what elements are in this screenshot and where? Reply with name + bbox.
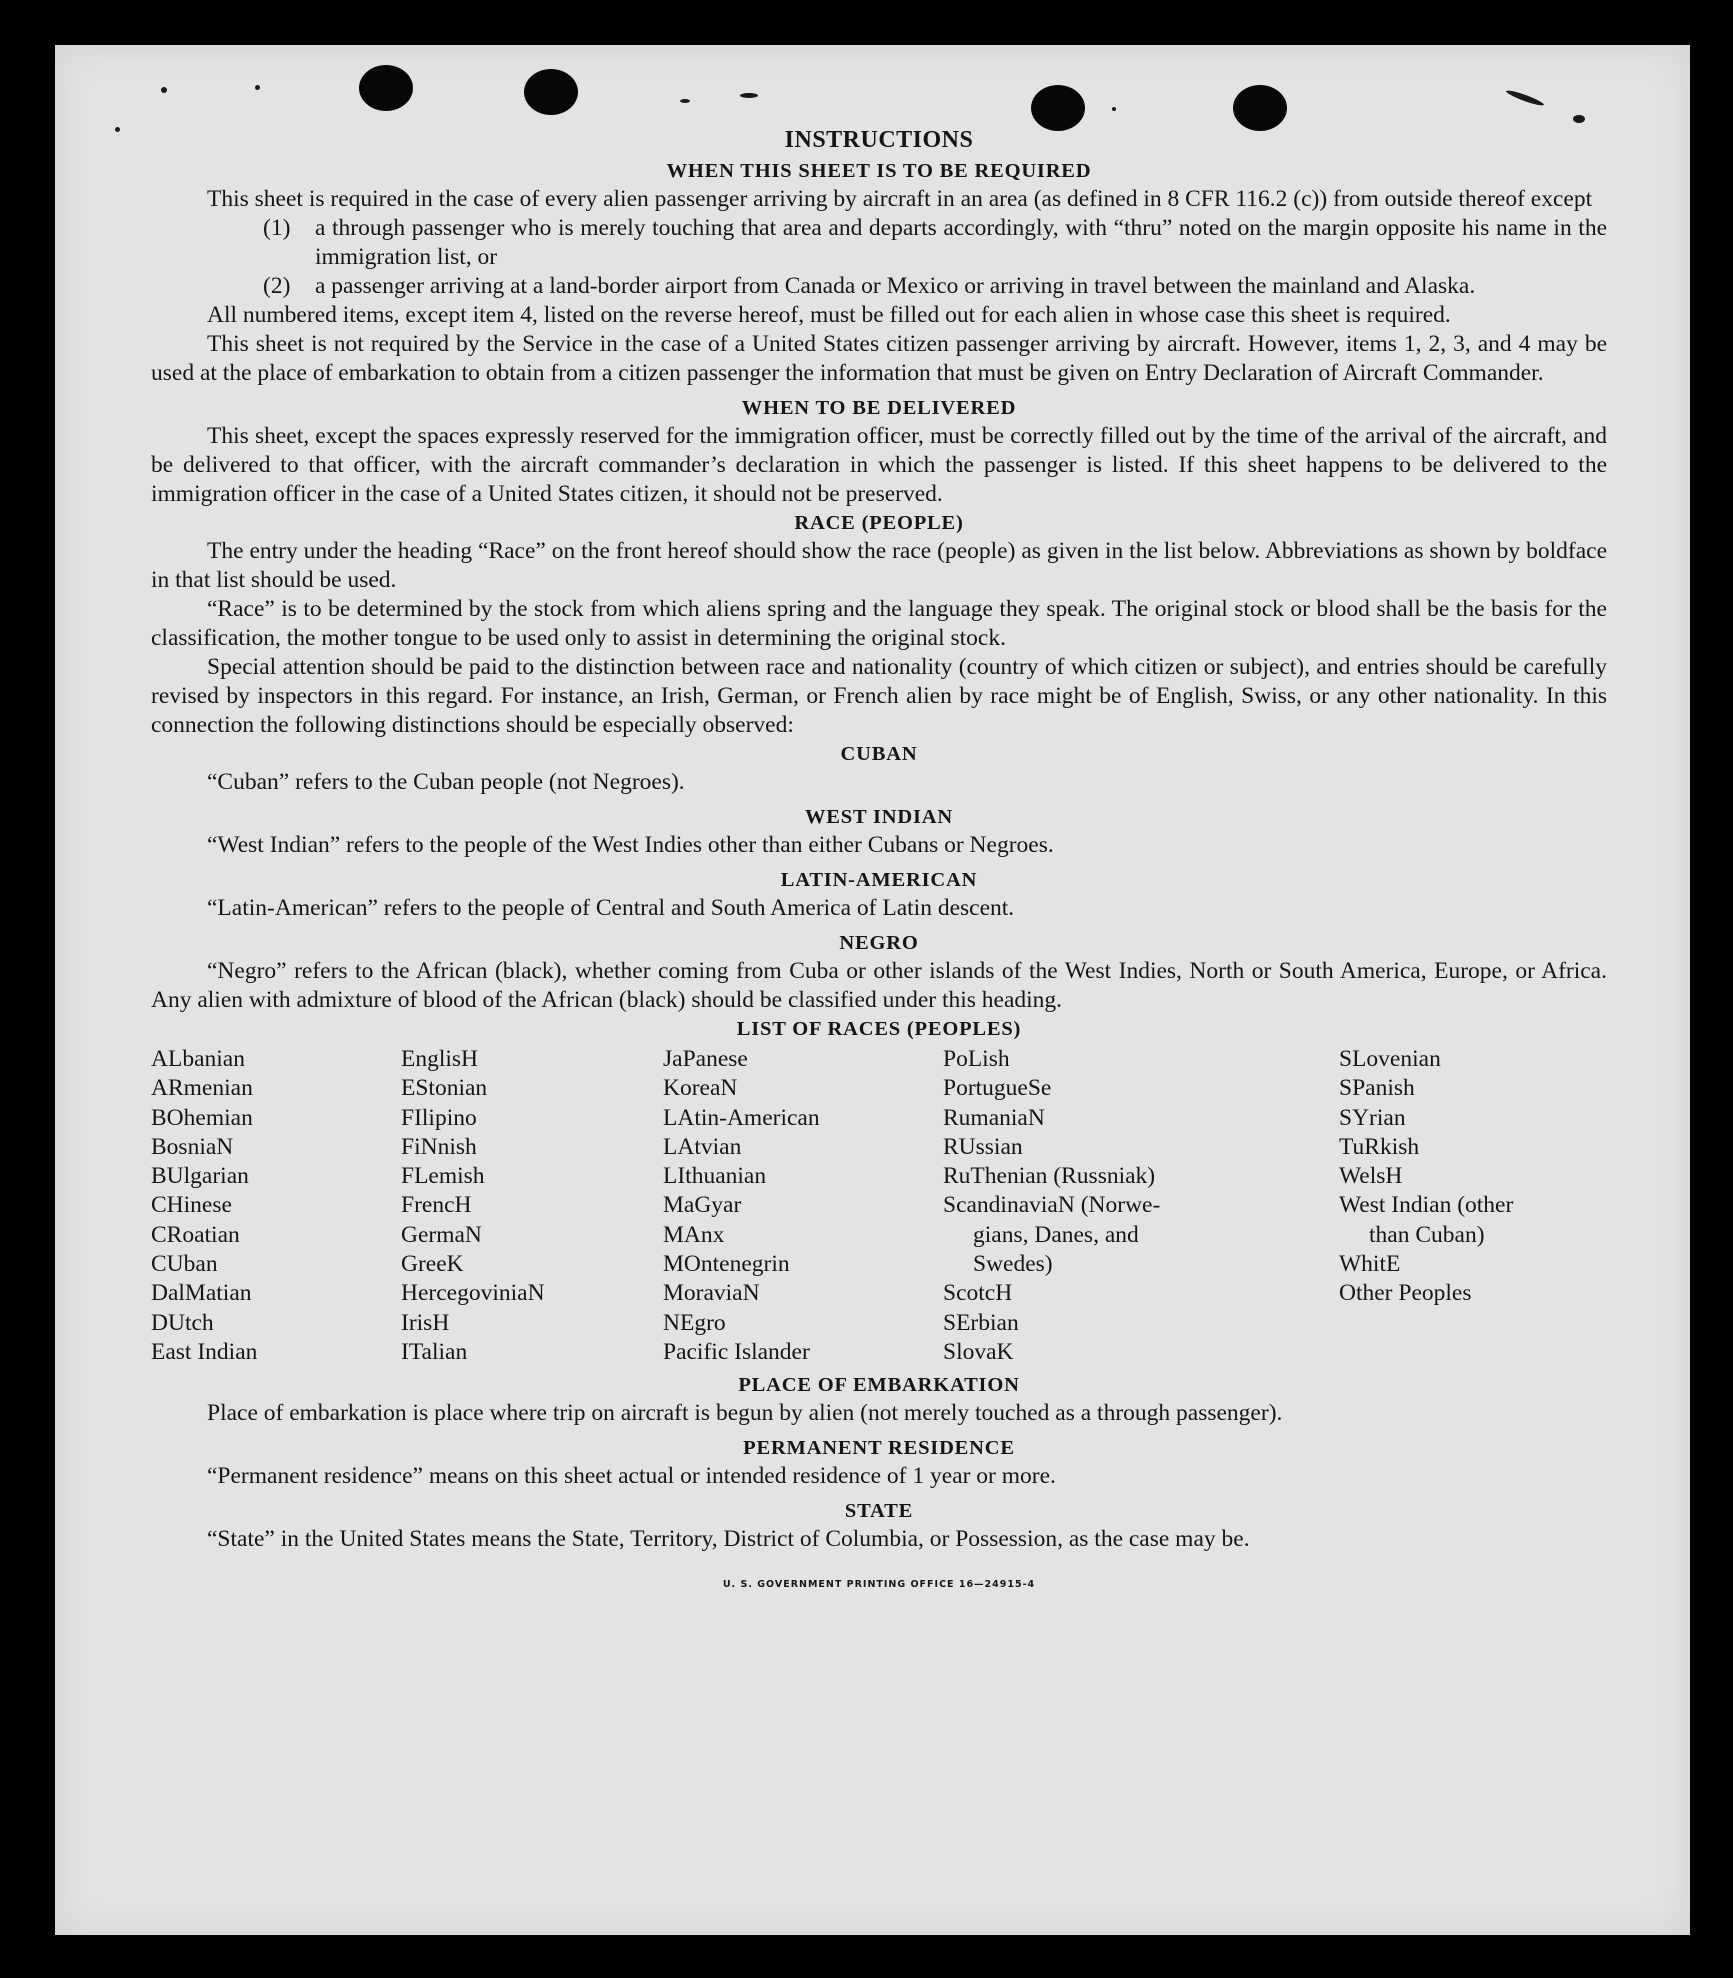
printing-office-footer: U. S. GOVERNMENT PRINTING OFFICE 16—24915-4 [722,1579,1036,1591]
race-entry: DalMatian [151,1280,252,1307]
race-entry: KoreaN [663,1075,738,1102]
race-entry: CRoatian [151,1221,240,1248]
race-entry: SPanish [1339,1075,1415,1102]
paragraph: This sheet is not required by the Service in the case of a United States citizen passenger arriving by aircraft. However, items 1, 2, 3, and 4 may be used at the place of embarkation to obtain from a citizen passenger the information that must be given on Entry Declaration of Aircraft Commander. [151,331,1607,386]
speck [1112,107,1116,111]
section-heading: NEGRO [839,932,919,954]
race-entry: BosniaN [151,1133,234,1160]
race-entry: ScotcH [943,1280,1013,1307]
race-entry: RumaniaN [943,1104,1045,1131]
section-heading: WHEN THIS SHEET IS TO BE REQUIRED [666,160,1092,182]
list-item [151,272,1607,301]
paragraph: All numbered items, except item 4, listed on the reverse hereof, must be filled out for each alien in whose case this sheet is required. [207,302,1451,328]
section-heading: WHEN TO BE DELIVERED [741,397,1017,419]
race-entry: WhitE [1339,1251,1401,1278]
race-entry: LAtvian [663,1133,742,1160]
section-heading: WEST INDIAN [805,806,953,828]
race-entry: RUssian [943,1133,1023,1160]
race-entry: IrisH [401,1309,450,1336]
paragraph: Special attention should be paid to the distinction between race and nationality (country of which citizen or subject), and entries should be carefully revised by inspectors in this regard. For instance, an Irish, German, or French alien by race might be of English, Swiss, or any other nationality. In this connection the following distinctions should be especially observed: [151,654,1607,738]
race-entry: MaGyar [663,1192,742,1219]
race-entry: BOhemian [151,1104,253,1131]
race-entry: Swedes) [973,1251,1053,1278]
race-entry: EnglisH [401,1046,479,1072]
race-entry: RuThenian (Russniak) [943,1163,1156,1190]
section-heading: RACE (PEOPLE) [794,512,964,534]
race-entry: GermaN [401,1221,482,1248]
race-entry: HercegoviniaN [401,1280,545,1307]
paragraph: Place of embarkation is place where trip on aircraft is begun by alien (not merely touched as a through passenger). [207,1400,1283,1427]
race-entry: SYrian [1339,1104,1406,1131]
race-entry: MAnx [663,1221,725,1248]
punch-hole [524,69,578,115]
race-column [663,1045,943,1367]
speck [740,93,758,98]
item-number: (2) [263,273,291,299]
race-entry: than Cuban) [1369,1221,1485,1248]
race-list [151,1045,1607,1367]
paragraph: “Negro” refers to the African (black), whether coming from Cuba or other islands of the West Indies, North or South America, Europe, or Africa. Any alien with admixture of blood of the African (black) should be classified under this heading. [151,958,1607,1013]
race-entry: ITalian [401,1338,468,1365]
race-column [151,1045,401,1367]
page-title: INSTRUCTIONS [784,127,974,153]
race-entry: LIthuanian [663,1163,767,1190]
section-heading: CUBAN [840,743,918,765]
race-entry: ALbanian [151,1046,245,1072]
race-entry: ARmenian [151,1075,253,1102]
item-number: (1) [263,215,291,241]
race-entry: ScandinaviaN (Norwe- [943,1192,1161,1219]
race-column [943,1045,1339,1367]
paragraph: “Latin-American” refers to the people of Central and South America of Latin descent. [207,895,1015,921]
speck [255,85,260,90]
speck [161,87,167,93]
race-entry: FLemish [401,1163,485,1190]
paragraph: “Cuban” refers to the Cuban people (not Negroes). [207,769,685,795]
race-entry: EStonian [401,1075,488,1102]
race-entry: NEgro [663,1309,726,1336]
race-entry: BUlgarian [151,1163,249,1190]
race-entry: FIlipino [401,1104,477,1131]
race-entry: MoraviaN [663,1280,760,1307]
race-entry: FrencH [401,1192,472,1219]
race-entry: GreeK [401,1251,464,1278]
item-text: a through passenger who is merely touching that area and departs accordingly, with “thru” noted on the margin opposite his name in the immigration list, or [315,215,1607,270]
race-entry: LAtin-American [663,1104,820,1131]
document-page [55,45,1690,1935]
race-entry: PoLish [943,1046,1010,1072]
section-heading: STATE [844,1500,914,1523]
paragraph: “State” in the United States means the State, Territory, District of Columbia, or Possession, as the case may be. [207,1526,1250,1553]
race-entry: DUtch [151,1309,214,1336]
section-heading: PLACE OF EMBARKATION [738,1374,1020,1397]
section-heading: LIST OF RACES (PEOPLES) [736,1018,1022,1040]
race-entry: SErbian [943,1309,1019,1336]
race-entry: WelsH [1339,1163,1403,1190]
item-text: a passenger arriving at a land-border airport from Canada or Mexico or arriving in travel between the mainland and Alaska. [315,273,1476,299]
race-entry: CHinese [151,1192,232,1219]
paragraph: “Race” is to be determined by the stock from which aliens spring and the language they speak. The original stock or blood shall be the basis for the classification, the mother tongue to be used only to assist in determining the original stock. [151,596,1607,651]
paragraph: The entry under the heading “Race” on the front hereof should show the race (people) as given in the list below. Abbreviations as shown by boldface in that list should be used. [151,538,1607,593]
race-entry: West Indian (other [1339,1192,1514,1219]
list-item [151,214,1607,272]
speck [680,99,690,103]
race-entry: JaPanese [663,1046,748,1072]
speck [1573,115,1585,123]
paragraph: This sheet is required in the case of every alien passenger arriving by aircraft in an area (as defined in 8 CFR 116.2 (c)) from outside thereof except [207,186,1593,212]
race-column [1339,1045,1607,1367]
race-entry: SlovaK [943,1338,1014,1365]
race-entry: CUban [151,1251,218,1278]
race-column [401,1045,663,1367]
race-entry: East Indian [151,1338,258,1365]
race-entry: SLovenian [1339,1046,1441,1072]
race-entry: FiNnish [401,1133,477,1160]
race-entry: Other Peoples [1339,1280,1472,1307]
race-entry: MOntenegrin [663,1251,790,1278]
paragraph: This sheet, except the spaces expressly reserved for the immigration officer, must be correctly filled out by the time of the arrival of the aircraft, and be delivered to that officer, with the aircraft commander’s declaration in which the passenger is listed. If this sheet happens to be delivered to the immigration officer in the case of a United States citizen, it should not be preserved. [151,423,1607,507]
paragraph: “West Indian” refers to the people of the West Indies other than either Cubans or Negroes. [207,832,1054,858]
speck [1505,88,1545,107]
paragraph: “Permanent residence” means on this sheet actual or intended residence of 1 year or more. [207,1463,1056,1490]
instructions-text [151,123,1607,1599]
race-entry: TuRkish [1339,1133,1420,1160]
section-heading: LATIN-AMERICAN [780,869,978,891]
speck [115,127,120,132]
section-heading: PERMANENT RESIDENCE [743,1437,1015,1460]
race-entry: PortugueSe [943,1075,1052,1102]
race-entry: Pacific Islander [663,1338,810,1365]
race-entry: gians, Danes, and [973,1221,1139,1248]
punch-hole [359,65,413,111]
